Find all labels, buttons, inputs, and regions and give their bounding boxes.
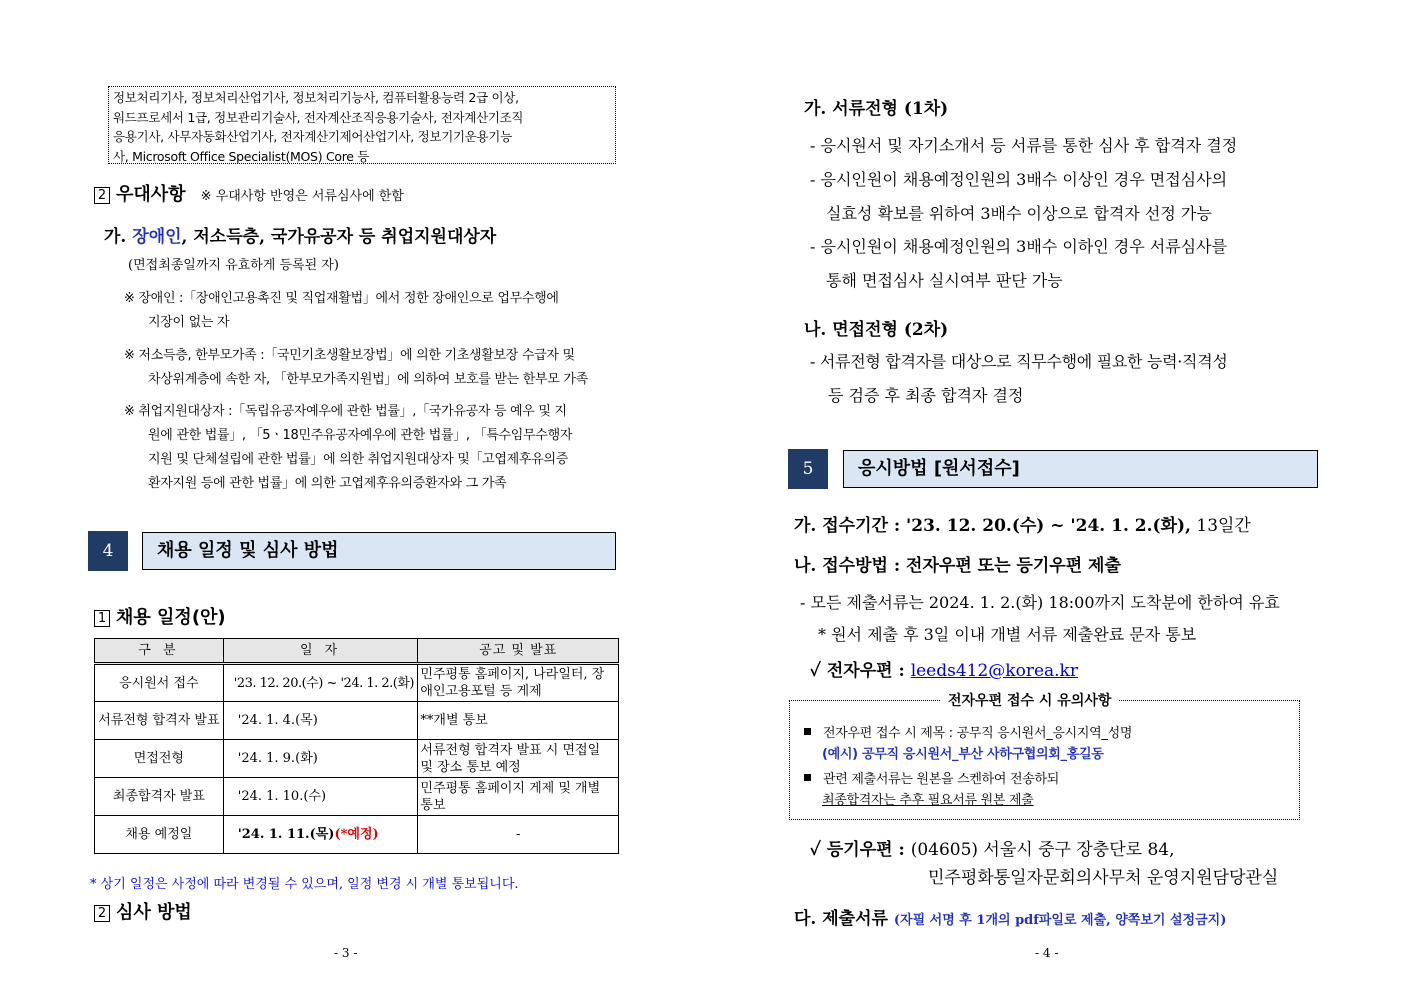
table-cell: '24. 1. 4.(목) — [223, 702, 418, 740]
table-cell: '24. 1. 10.(수) — [223, 778, 418, 816]
preference-item-highlight: 장애인 — [132, 227, 182, 247]
table-row — [95, 702, 619, 740]
section-5-number: 5 — [788, 449, 828, 489]
preference-note: ※ 우대사항 반영은 서류심사에 한함 — [200, 189, 404, 204]
table-cell: 채용 예정일 — [95, 816, 224, 854]
table-cell: '24. 1. 11.(목)(*예정) — [223, 816, 418, 854]
application-confirmation-note: * 원서 제출 후 3일 이내 개별 서류 제출완료 문자 통보 — [818, 625, 1197, 644]
preference-note-line: ※ 저소득층, 한부모가족 :「국민기초생활보장법」에 의한 기초생활보장 수급자 및 — [124, 348, 575, 363]
table-row — [95, 664, 619, 702]
email-notice-example: (예시) 공무직 응시원서_부산 사하구협의회_홍길동 — [822, 747, 1104, 762]
email-notice-item: 관련 제출서류는 원본을 스켄하여 전송하되 — [804, 768, 1059, 787]
interview-screening-line: 등 검증 후 최종 합격자 결정 — [828, 386, 1024, 405]
table-cell: 최종합격자 발표 — [95, 778, 224, 816]
preference-item-sub: (면접최종일까지 유효하게 등록된 자) — [128, 258, 339, 273]
document-screening-line: 실효성 확보를 위하여 3배수 이상으로 합격자 선정 가능 — [826, 204, 1212, 223]
table-cell: '24. 1. 9.(화) — [223, 740, 418, 778]
table-cell: 응시원서 접수 — [95, 664, 224, 702]
table-header: 일 자 — [223, 639, 418, 664]
table-cell: 민주평통 홈페이지, 나라일터, 장애인고용포털 등 게제 — [418, 664, 619, 702]
document-screening-line: - 응시원서 및 자기소개서 등 서류를 통한 심사 후 합격자 결정 — [810, 136, 1238, 155]
preference-note-line: 지장이 없는 자 — [148, 315, 230, 330]
table-cell: 민주평통 홈페이지 게제 및 개별 통보 — [418, 778, 619, 816]
review-method-title: 심사 방법 — [116, 902, 192, 923]
review-method-heading — [94, 898, 192, 924]
qualification-line: 응용기사, 사무자동화산업기사, 전자계산기제어산업기사, 정보기기운용기능 — [113, 129, 512, 144]
table-cell: 서류전형 합격자 발표 시 면접일 및 장소 통보 예정 — [418, 740, 619, 778]
application-method: 나. 접수방법 : 전자우편 또는 등기우편 제출 — [794, 556, 1121, 576]
document-screening-line: 통해 면접심사 실시여부 판단 가능 — [826, 271, 1063, 290]
document-screening-title: 가. 서류전형 (1차) — [804, 99, 949, 119]
email-submission: ✓ 전자우편 : leeds412@korea.kr — [810, 661, 1078, 681]
table-header: 공고 및 발표 — [418, 639, 619, 664]
qualification-list-box — [108, 86, 616, 164]
table-row — [95, 816, 619, 854]
preference-note-line: ※ 장애인 :「장애인고용촉진 및 직업재활법」에서 정한 장애인으로 업무수행에 — [124, 291, 559, 306]
email-notice-title: 전자우편 접수 시 유의사항 — [940, 690, 1119, 710]
bullet-icon — [804, 774, 811, 781]
section-5-title: 응시방법 [원서접수] — [843, 450, 1318, 488]
preference-heading — [94, 180, 404, 206]
submission-docs: 다. 제출서류 (자필 서명 후 1개의 pdf파일로 제출, 양쪽보기 설정금지) — [794, 909, 1227, 929]
document-screening-line: - 응시인원이 채용예정인원의 3배수 이하인 경우 서류심사를 — [810, 237, 1228, 256]
interview-screening-title: 나. 면접전형 (2차) — [804, 320, 949, 340]
section-4-number: 4 — [88, 531, 128, 571]
review-method-number: 2 — [94, 905, 110, 922]
table-row — [95, 740, 619, 778]
table-cell: **개별 통보 — [418, 702, 619, 740]
preference-note-line: 원에 관한 법률」, 「5ㆍ18민주유공자예우에 관한 법률」, 「특수임무수행자 — [148, 428, 573, 443]
application-period: 가. 접수기간 : '23. 12. 20.(수) ~ '24. 1. 2.(화), 13일간 — [794, 516, 1251, 536]
bullet-icon — [804, 728, 811, 735]
schedule-heading — [94, 603, 226, 629]
preference-title: 우대사항 — [116, 184, 186, 205]
email-link[interactable]: leeds412@korea.kr — [910, 661, 1078, 681]
table-cell: 면접전형 — [95, 740, 224, 778]
table-header: 구 분 — [95, 639, 224, 664]
section-4-title: 채용 일정 및 심사 방법 — [142, 532, 616, 570]
table-row — [95, 778, 619, 816]
table-cell: 서류전형 합격자 발표 — [95, 702, 224, 740]
qualification-line: 정보처리기사, 정보처리산업기사, 정보처리기능사, 컴퓨터활용능력 2급 이상, — [113, 90, 519, 105]
post-address-line: 민주평화통일자문회의사무처 운영지원담당관실 — [928, 868, 1279, 888]
table-header-row — [95, 639, 619, 664]
email-notice-underlined: 최종합격자는 추후 필요서류 원본 제출 — [822, 793, 1034, 808]
interview-screening-line: - 서류전형 합격자를 대상으로 직무수행에 필요한 능력·직격성 — [810, 352, 1228, 371]
schedule-number: 1 — [94, 610, 110, 627]
schedule-table — [94, 638, 619, 854]
page-number-right: - 4 - — [1035, 946, 1059, 960]
table-cell: '23. 12. 20.(수) ~ '24. 1. 2.(화) — [223, 664, 418, 702]
post-submission: ✓ 등기우편 : (04605) 서울시 중구 장충단로 84, — [810, 840, 1175, 860]
preference-note-line: 지원 및 단체설립에 관한 법률」에 의한 취업지원대상자 및「고엽제후유의증 — [148, 452, 568, 467]
preference-number: 2 — [94, 187, 110, 204]
application-deadline: - 모든 제출서류는 2024. 1. 2.(화) 18:00까지 도착분에 한하여 유효 — [800, 593, 1280, 612]
preference-note-line: ※ 취업지원대상자 :「독립유공자예우에 관한 법률」,「국가유공자 등 예우 및 지 — [124, 404, 567, 419]
email-notice-item: 전자우편 접수 시 제목 : 공무직 응시원서_응시지역_성명 — [804, 722, 1132, 741]
table-cell: - — [418, 816, 619, 854]
qualification-line: 워드프로세서 1급, 정보관리기술사, 전자계산조직응용기술사, 전자계산기조직 — [113, 109, 524, 125]
schedule-footnote: * 상기 일정은 사정에 따라 변경될 수 있으며, 일정 변경 시 개별 통보됩니다. — [90, 877, 519, 892]
preference-note-line: 환자지원 등에 관한 법률」에 의한 고엽제후유의증환자와 그 가족 — [148, 476, 507, 491]
page-number-left: - 3 - — [334, 946, 358, 960]
qualification-line: 사, Microsoft Office Specialist(MOS) Core 등 — [113, 148, 370, 164]
document-screening-line: - 응시인원이 채용예정인원의 3배수 이상인 경우 면접심사의 — [810, 170, 1228, 189]
submission-docs-note: (자필 서명 후 1개의 pdf파일로 제출, 양쪽보기 설정금지) — [893, 913, 1227, 928]
schedule-title: 채용 일정(안) — [116, 607, 226, 628]
preference-note-line: 차상위계층에 속한 자, 「한부모가족지원법」에 의하여 보호를 받는 한부모 가족 — [148, 372, 588, 387]
tentative-marker: (*예정) — [334, 827, 379, 842]
preference-item-title: 가. 장애인, 저소득층, 국가유공자 등 취업지원대상자 — [104, 227, 497, 247]
